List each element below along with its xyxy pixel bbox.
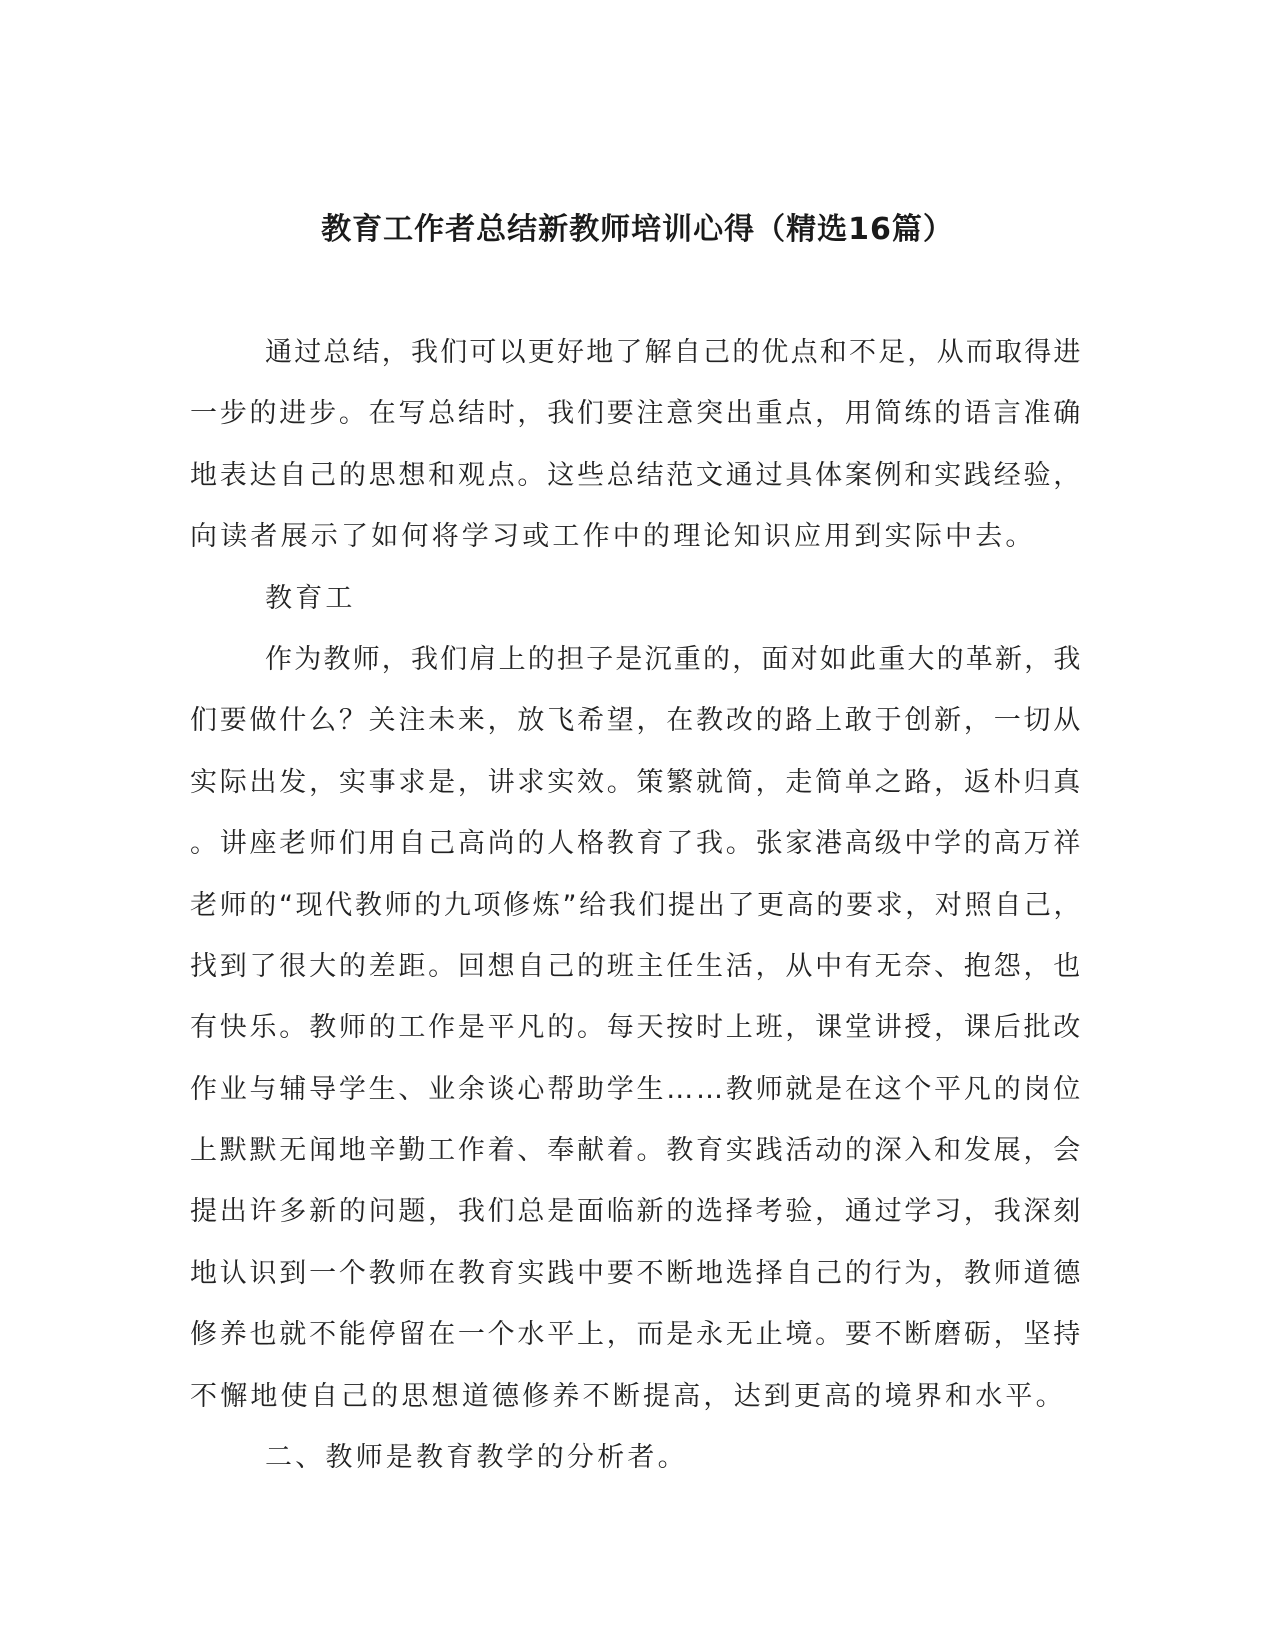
text-line: 老师的“现代教师的九项修炼”给我们提出了更高的要求，对照自己， [190,889,1084,921]
document-body [190,322,1083,1488]
text-line: 上默默无闻地辛勤工作着、奉献着。教育实践活动的深入和发展，会 [190,1135,1083,1167]
text-line: 修养也就不能停留在一个水平上，而是永无止境。要不断磨砺，坚持 [190,1319,1083,1351]
text-line: 们要做什么？关注未来，放飞希望，在教改的路上敢于创新，一切从 [190,705,1083,737]
text-line: 地认识到一个教师在教育实践中要不断地选择自己的行为，教师道德 [190,1257,1083,1289]
text-line: 二、教师是教育教学的分析者。 [265,1442,688,1474]
text-line: 。讲座老师们用自己高尚的人格教育了我。张家港高级中学的高万祥 [190,828,1083,860]
text-line: 通过总结，我们可以更好地了解自己的优点和不足，从而取得进 [265,337,1083,368]
text-line: 不懈地使自己的思想道德修养不断提高，达到更高的境界和水平。 [190,1380,1066,1412]
text-line: 有快乐。教师的工作是平凡的。每天按时上班，课堂讲授，课后批改 [190,1012,1083,1044]
text-line: 作为教师，我们肩上的担子是沉重的，面对如此重大的革新，我 [265,643,1083,675]
text-line: 作业与辅导学生、业余谈心帮助学生……教师就是在这个平凡的岗位 [190,1073,1083,1105]
document-title: 教育工作者总结新教师培训心得（精选16篇） [321,212,954,247]
text-line: 向读者展示了如何将学习或工作中的理论知识应用到实际中去。 [190,521,1036,553]
text-line: 地表达自己的思想和观点。这些总结范文通过具体案例和实践经验， [190,459,1083,491]
text-line: 一步的进步。在写总结时，我们要注意突出重点，用简练的语言准确 [190,398,1083,430]
text-line: 找到了很大的差距。回想自己的班主任生活，从中有无奈、抱怨，也 [190,950,1083,982]
text-line: 实际出发，实事求是，讲求实效。策繁就简，走简单之路，返朴归真 [190,766,1083,798]
text-line: 教育工 [265,582,356,614]
text-line: 提出许多新的问题，我们总是面临新的选择考验，通过学习，我深刻 [190,1196,1083,1228]
